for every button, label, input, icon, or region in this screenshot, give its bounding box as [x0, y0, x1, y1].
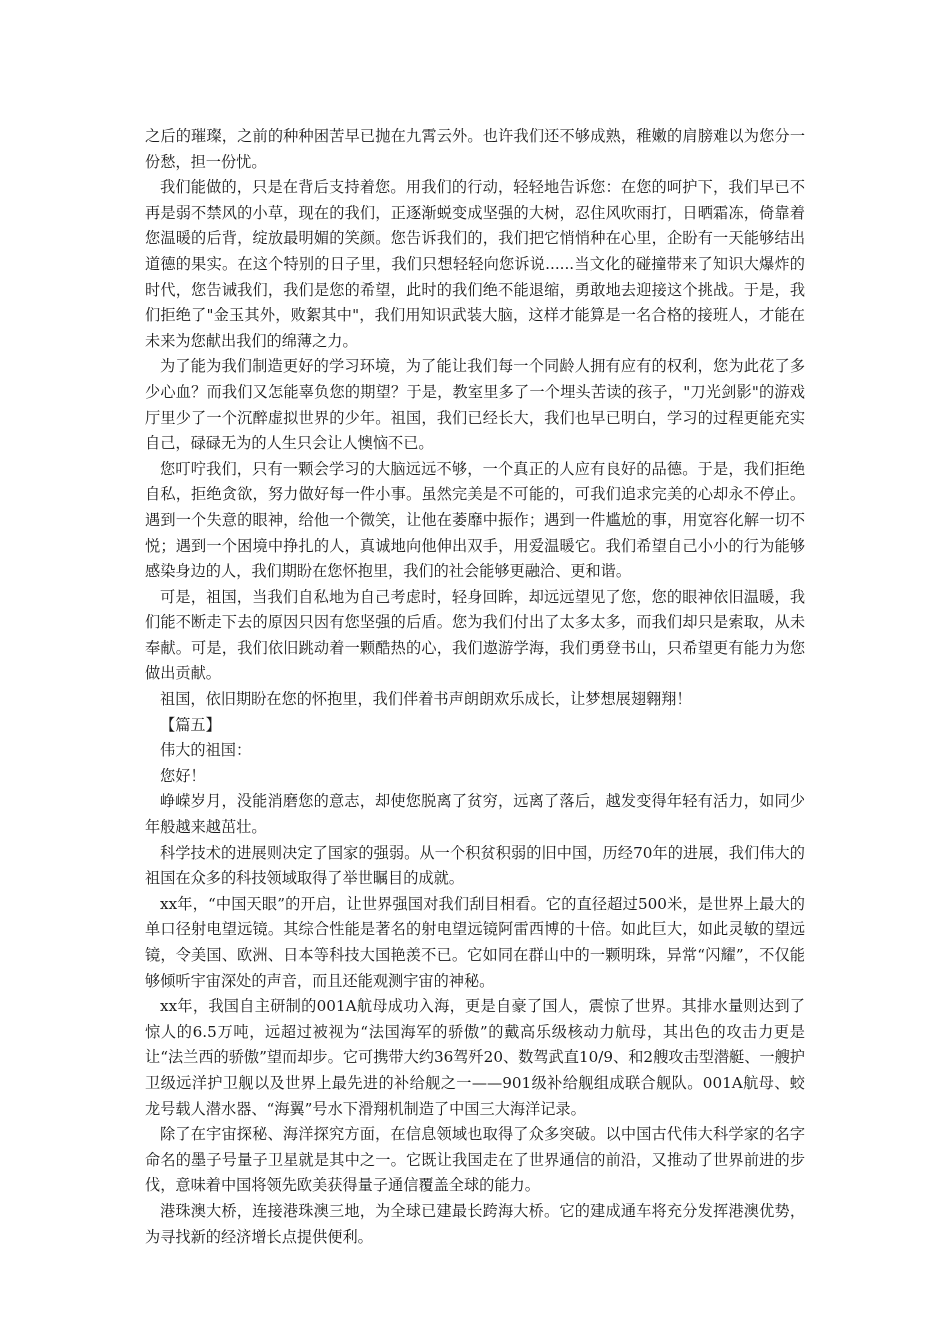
paragraph: xx年，“中国天眼”的开启，让世界强国对我们刮目相看。它的直径超过500米，是世界上最大的单口径射电望远镜。其综合性能是著名的射电望远镜阿雷西博的十倍。如此巨大，如此灵敏的望远镜，令美国、欧洲、日本等科技大国艳羡不已。它如同在群山中的一颗明珠，异常“闪耀”，不仅能够倾听宇宙深处的声音，而且还能观测宇宙的神秘。 [145, 894, 805, 990]
paragraph: 可是，祖国，当我们自私地为自己考虑时，轻身回眸，却远远望见了您，您的眼神依旧温暖，我们能不断走下去的原因只因有您坚强的后盾。您为我们付出了太多太多，而我们却只是索取，从未奉献。可是，我们依旧跳动着一颗酷热的心，我们遨游学海，我们勇登书山，只希望更有能力为您做出贡献。 [145, 587, 805, 683]
greeting: 您好！ [160, 766, 206, 785]
document-page [145, 124, 805, 1250]
paragraph: 我们能做的，只是在背后支持着您。用我们的行动，轻轻地告诉您：在您的呵护下，我们早已不再是弱不禁风的小草，现在的我们，正逐渐蜕变成坚强的大树，忍住风吹雨打，日晒霜冻，倚靠着您温暖的后背，绽放最明媚的笑颜。您告诉我们的，我们把它悄悄种在心里，企盼有一天能够结出道德的果实。在这个特别的日子里，我们只想轻轻向您诉说......当文化的碰撞带来了知识大爆炸的时代，您告诫我们，我们是您的希望，此时的我们绝不能退缩，勇敢地去迎接这个挑战。于是，我们拒绝了"金玉其外，败絮其中"，我们用知识武装大脑，这样才能算是一名合格的接班人，才能在未来为您献出我们的绵薄之力。 [145, 178, 805, 350]
paragraph: 除了在宇宙探秘、海洋探究方面，在信息领域也取得了众多突破。以中国古代伟大科学家的名字命名的墨子号量子卫星就是其中之一。它既让我国走在了世界通信的前沿，又推动了世界前进的步伐，意味着中国将领先欧美获得量子通信覆盖全球的能力。 [145, 1125, 805, 1195]
paragraph: 港珠澳大桥，连接港珠澳三地，为全球已建最长跨海大桥。它的建成通车将充分发挥港澳优势，为寻找新的经济增长点提供便利。 [145, 1201, 805, 1246]
paragraph: 为了能为我们制造更好的学习环境，为了能让我们每一个同龄人拥有应有的权利，您为此花了多少心血？而我们又怎能辜负您的期望？于是，教室里多了一个埋头苦读的孩子，"刀光剑影"的游戏厅里少了一个沉醉虚拟世界的少年。祖国，我们已经长大，我们也早已明白，学习的过程更能充实自己，碌碌无为的人生只会让人懊恼不已。 [145, 357, 805, 453]
paragraph: 祖国，依旧期盼在您的怀抱里，我们伴着书声朗朗欢乐成长，让梦想展翅翱翔！ [160, 690, 692, 709]
salutation: 伟大的祖国： [160, 741, 252, 760]
section-heading: 【篇五】 [160, 715, 221, 734]
paragraph: 您叮咛我们，只有一颗会学习的大脑远远不够，一个真正的人应有良好的品德。于是，我们拒绝自私，拒绝贪欲，努力做好每一件小事。虽然完美是不可能的，可我们追求完美的心却永不停止。遇到一个失意的眼神，给他一个微笑，让他在萎靡中振作；遇到一件尴尬的事，用宽容化解一切不悦；遇到一个困境中挣扎的人，真诚地向他伸出双手，用爱温暖它。我们希望自己小小的行为能够感染身边的人，我们期盼在您怀抱里，我们的社会能够更融洽、更和谐。 [145, 459, 805, 581]
paragraph: 峥嵘岁月，没能消磨您的意志，却使您脱离了贫穷，远离了落后，越发变得年轻有活力，如同少年般越来越茁壮。 [145, 792, 805, 837]
paragraph: xx年，我国自主研制的001A航母成功入海，更是自豪了国人，震惊了世界。其排水量则达到了惊人的6.5万吨，远超过被视为“法国海军的骄傲”的戴高乐级核动力航母，其出色的攻击力更是让“法兰西的骄傲”望而却步。它可携带大约36驾歼20、数驾武直10/9、和2艘攻击型潜艇、一艘护卫级远洋护卫舰以及世界上最先进的补给舰之一——901级补给舰组成联合舰队。001A航母、蛟龙号载人潜水器、“海翼”号水下滑翔机制造了中国三大海洋记录。 [145, 997, 805, 1118]
paragraph: 科学技术的进展则决定了国家的强弱。从一个积贫积弱的旧中国，历经70年的进展，我们伟大的祖国在众多的科技领域取得了举世瞩目的成就。 [145, 843, 805, 888]
paragraph-continued: 之后的璀璨，之前的种种困苦早已抛在九霄云外。也许我们还不够成熟，稚嫩的肩膀难以为您分一份愁，担一份忧。 [145, 127, 805, 171]
